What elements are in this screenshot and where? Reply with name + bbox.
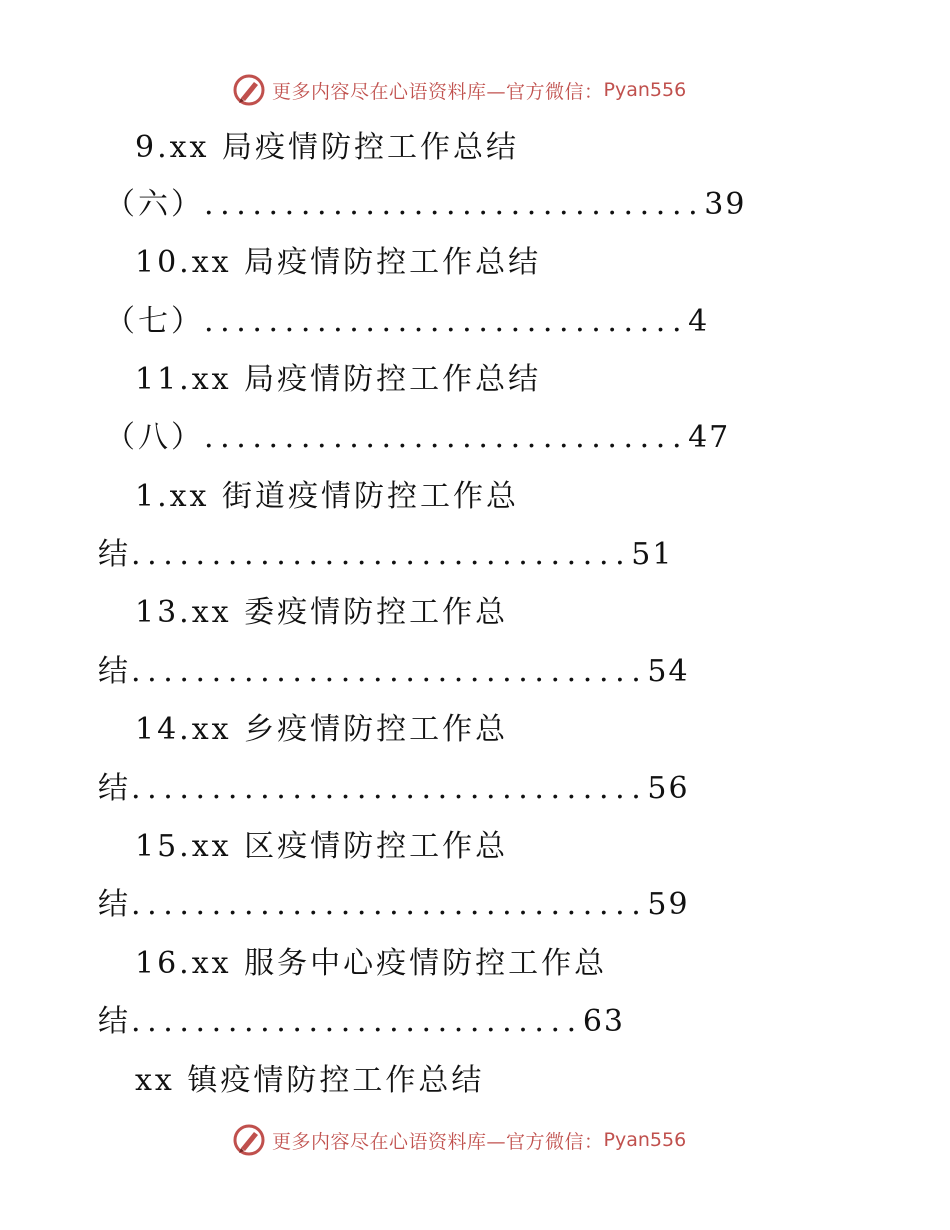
toc-entry-title[interactable]: 11.xx 局疫情防控工作总结 [135, 362, 542, 397]
toc-entry-leader[interactable] [98, 1002, 625, 1042]
footer-watermark [232, 1120, 686, 1160]
toc-entry-tail: （七） [105, 304, 204, 339]
toc-entry-leader[interactable] [105, 418, 730, 458]
toc-dot-leader: ................................ [131, 771, 648, 806]
toc-page-number: 47 [688, 420, 731, 455]
pen-logo-icon [232, 73, 266, 107]
watermark-wechat-id: Pyan556 [603, 1129, 687, 1151]
toc-entry-title[interactable]: xx 镇疫情防控工作总结 [135, 1063, 485, 1098]
header-watermark [232, 70, 686, 110]
toc-page-number: 4 [688, 304, 710, 339]
pen-logo-icon [232, 1123, 266, 1157]
toc-entry-leader[interactable] [98, 652, 690, 692]
toc-entry-title[interactable]: 10.xx 局疫情防控工作总结 [135, 245, 542, 280]
toc-page-number: 51 [631, 537, 674, 572]
toc-entry-tail: 结 [98, 887, 131, 922]
toc-entry-tail: （六） [105, 187, 204, 222]
toc-dot-leader: ............................ [131, 1004, 583, 1039]
toc-page-number: 39 [704, 187, 747, 222]
toc-dot-leader: ................................ [131, 654, 648, 689]
toc-entry-leader[interactable] [98, 885, 690, 925]
toc-entry-tail: 结 [98, 771, 131, 806]
toc-entry-tail: 结 [98, 654, 131, 689]
toc-entry-tail: （八） [105, 420, 204, 455]
toc-dot-leader: .............................. [204, 420, 689, 455]
toc-page-number: 59 [647, 887, 690, 922]
toc-entry-title[interactable]: 14.xx 乡疫情防控工作总 [135, 712, 509, 747]
toc-entry-tail: 结 [98, 1004, 131, 1039]
toc-dot-leader: .............................. [204, 304, 689, 339]
toc-page-number: 56 [647, 771, 690, 806]
toc-entry-leader[interactable] [105, 185, 746, 225]
toc-page-number: 63 [582, 1004, 625, 1039]
watermark-text: 更多内容尽在心语资料库—官方微信： [272, 80, 604, 103]
toc-dot-leader: ............................... [204, 187, 705, 222]
toc-entry-leader[interactable] [98, 535, 673, 575]
toc-entry-leader[interactable] [105, 302, 709, 342]
toc-page-number: 54 [647, 654, 690, 689]
toc-entry-title[interactable]: 15.xx 区疫情防控工作总 [135, 829, 509, 864]
watermark-wechat-id: Pyan556 [603, 79, 687, 101]
toc-dot-leader: ............................... [131, 537, 632, 572]
toc-entry-title[interactable]: 9.xx 局疫情防控工作总结 [135, 130, 519, 165]
watermark-text: 更多内容尽在心语资料库—官方微信： [272, 1130, 604, 1153]
toc-entry-tail: 结 [98, 537, 131, 572]
toc-entry-title[interactable]: 1.xx 街道疫情防控工作总 [135, 479, 519, 514]
toc-entry-title[interactable]: 16.xx 服务中心疫情防控工作总 [135, 946, 608, 981]
toc-entry-leader[interactable] [98, 769, 690, 809]
toc-entry-title[interactable]: 13.xx 委疫情防控工作总 [135, 595, 509, 630]
toc-dot-leader: ................................ [131, 887, 648, 922]
